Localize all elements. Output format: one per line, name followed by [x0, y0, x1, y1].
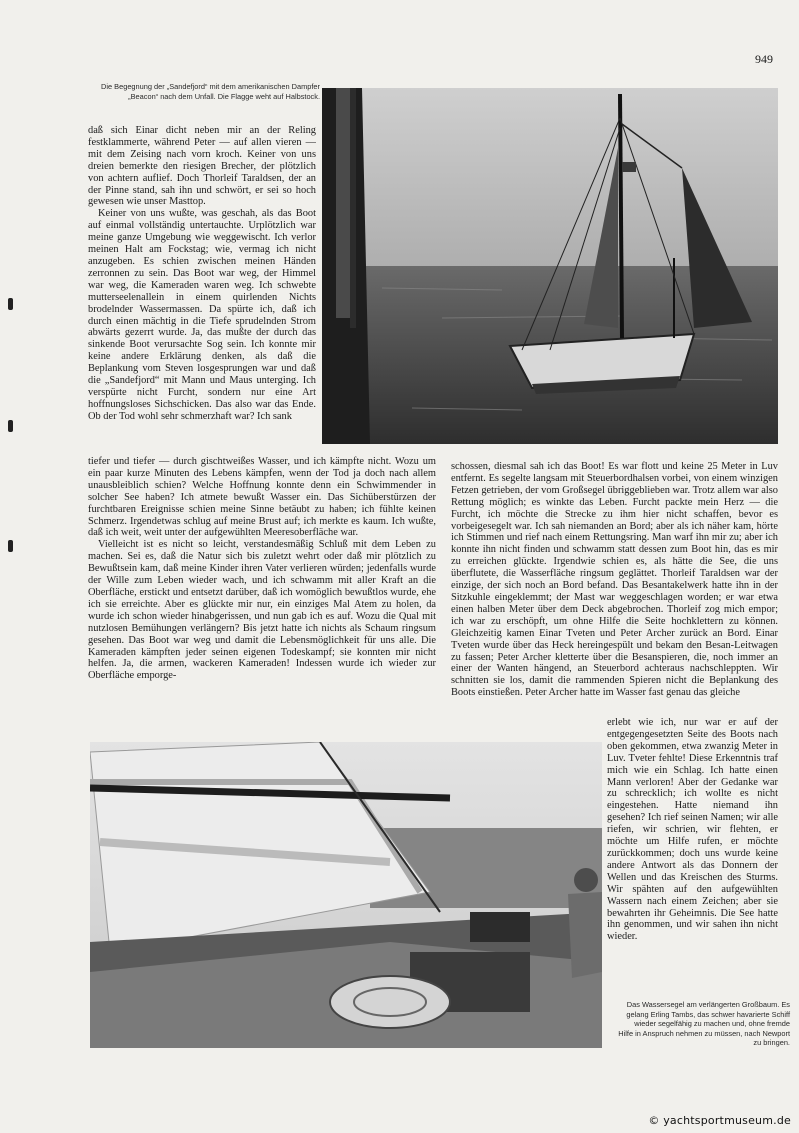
photo-caption-bottom: Das Wassersegel am verlängerten Großbaum. Es gelang Erling Tambs, das schwer havarierte Schiff wieder segelfähig zu machen und, ohne fremde Hilfe in Anspruch nehmen zu müssen, nach Newport zu bringen. [618, 1000, 790, 1048]
paragraph: tiefer und tiefer — durch gischtweißes Wasser, und ich kämpfte nicht. Wozu um ein paar kurze Minuten des Lebens kämpfen, wenn der Tod ja doch nach allem unausbleiblich schien? Welche Hoffnung konnte denn ein Schwimmender in solcher See haben? Ich atmete bewußt Wasser ein. Das Sichüberstürzen der furchtbaren Ereignisse schien meine Sinne betäubt zu haben; ich fühlte keinen Schmerz. Irgendetwas schlug auf meine Brust auf; ich merkte es kaum. Ich wußte, daß ich weit, weit unter der aufgewühlten Meeresoberfläche war. [88, 456, 436, 539]
page-number: 949 [755, 52, 773, 66]
watermark-credit: © yachtsportmuseum.de [648, 1114, 791, 1127]
punch-mark [8, 420, 13, 432]
paragraph: schossen, diesmal sah ich das Boot! Es war flott und keine 25 Meter in Luv entfernt. Es segelte langsam mit Steuerbordhalsen vorbei, von einem winzigen Fetzen getrieben, der vom Großsegel übriggeblieben war. Trotz allem war also Rettung möglich; es winkte das Leben. Furcht packte mein Herz — die Furcht, ich möchte die Strecke zu ihm hier nicht schaffen, bevor es vorbeigesegelt war. Ich sah niemanden an Bord; aber als ich näher kam, hörte ich Stimmen und rief nach einem Rettungsring. Man warf ihn mir zu; aber ich konnte ihn nicht finden und schwamm statt dessen zum Boot hin, das es mir zu erreichen glückte. Irgendwie schien es, als hätte die See, die uns überflutete, die Wasserfläche ringsum geglättet. Thorleif Taraldsen war der einzige, der sich noch an Bord befand. Das Besantakelwerk hatte ihn in der Sitzkuhle eingeklemmt; der Mast war weggeschlagen worden; er war etwa einen halben Meter über dem Deck abgebrochen. Thorleif zog mich empor; ich war zu erschöpft, um ohne Hilfe die Seite hochklettern zu können. Gleichzeitig kamen Einar Tveten und Peter Archer zurück an Bord. Einar Tveten wurde über das Heck hereingespült und bekam den Besan-Leitwagen zu fassen; Peter Archer kletterte über die Besanspieren, die, noch immer an einer der Wanten hängend, an Steuerbord achteraus nachschleppten. Wir schnitten sie los, damit die rammenden Spieren nicht die Beplankung des Boots einstießen. Peter Archer hatte im Wasser fast genau das gleiche [451, 461, 778, 699]
paragraph: Vielleicht ist es nicht so leicht, verstandesmäßig Schluß mit dem Leben zu machen. Sei es, daß die Natur sich bis zuletzt wehrt oder daß mir plötzlich zu Bewußtsein kam, daß meine Kinder ihren Vater verlieren würden; jedenfalls wurde der Wille zum Leben wieder wach, und ich schwamm mit aller Kraft an die Oberfläche, erstickt und entsetzt darüber, daß ich womöglich bewußtlos wurde, ehe ich sie erreichte. Aber es glückte mir nur, ein einziges Mal Atem zu holen, da wurde ich schon wieder hinabgerissen, und nun gab ich es auf. Wozu die Qual mit nutzlosen Bemühungen verlängern? Bis jetzt hatte ich nichts als Schaum ringsum gesehen. Das Boot war weg und damit die Lebensmöglichkeit für uns alle. Die Kameraden kämpften jeder seinen eigenen Todeskampf; sie konnten mir nicht helfen. Ja, die armen, wackeren Kameraden! Indessen wurde ich wieder zur Oberfläche emporge- [88, 539, 436, 682]
paragraph: daß sich Einar dicht neben mir an der Reling festklammerte, während Peter — auf allen vieren — mit dem Zeising nach vorn kroch. Keiner von uns dreien bemerkte den riesigen Brecher, der plötzlich von achtern auflief. Doch Thorleif Taraldsen, der an der Pinne stand, sah ihn und schwört, er sei so hoch gewesen wie unser Masttop. [88, 125, 316, 208]
photo-water-sail [90, 742, 602, 1048]
paragraph: Keiner von uns wußte, was geschah, als das Boot auf einmal vollständig untertauchte. Urplötzlich war meine ganze Umgebung wie weggewischt. Ich verlor meinen Halt am Fockstag; wie, vermag ich nicht anzugeben. Es schien zwischen meinen Händen zerronnen zu sein. Das Boot war weg, der Himmel war weg, die Kameraden waren weg. Ich schwebte mutterseelenallein in einem quirlenden Nichts brodelnder Wassermassen. Da spürte ich, daß ich durch einen mächtig in die Tiefe sprudelnden Strom abwärts gezerrt wurde. Ja, das mußte der durch das sinkende Boot verursachte Sog sein. Ich konnte mir keine andere Erklärung denken, als daß die Beplankung vom Steven losgesprungen war und daß die „Sandefjord“ mit Mann und Maus unterging. Ich verspürte nicht Furcht, sondern nur eine Art hoffnungsloses Sichschicken. Das also war das Ende. Ob der Tod wohl sehr schmerzhaft war? Ich sank [88, 208, 316, 422]
article-column-1 [88, 125, 316, 470]
article-wide-block [88, 456, 436, 726]
paragraph: erlebt wie ich, nur war er auf der entgegengesetzten Seite des Boots nach oben gekommen, etwa zwanzig Meter in Luv. Tveter fehlte! Diese Erkenntnis traf mich wie ein Schlag. Ich hatte einen Mann verloren! Aber der Gedanke war zu schrecklich; ich wollte es nicht eingestehen. Hatte niemand ihn gesehen? Ich rief seinen Namen; wir alle riefen, wir schrien, wir flehten, er möchte um Hilfe rufen, er möchte zurückkommen; doch uns wurde keine andere Antwort als das Donnern der Wellen und das Kreischen des Sturms. Wir spähten auf den aufgewühlten Wassern nach einem Zeichen; aber sie bewahrten ihr Geheimnis. Die See hatte ihn genommen, und wir sahen ihn nicht wieder. [607, 717, 778, 943]
article-column-3 [607, 717, 778, 977]
punch-mark [8, 540, 13, 552]
photo-caption-top: Die Begegnung der „Sandefjord“ mit dem amerikanischen Dampfer „Beacon“ nach dem Unfall. Die Flagge weht auf Halbstock. [101, 82, 320, 101]
punch-mark [8, 298, 13, 310]
photo-sandefjord-beacon [322, 88, 778, 444]
article-column-2 [451, 461, 778, 725]
